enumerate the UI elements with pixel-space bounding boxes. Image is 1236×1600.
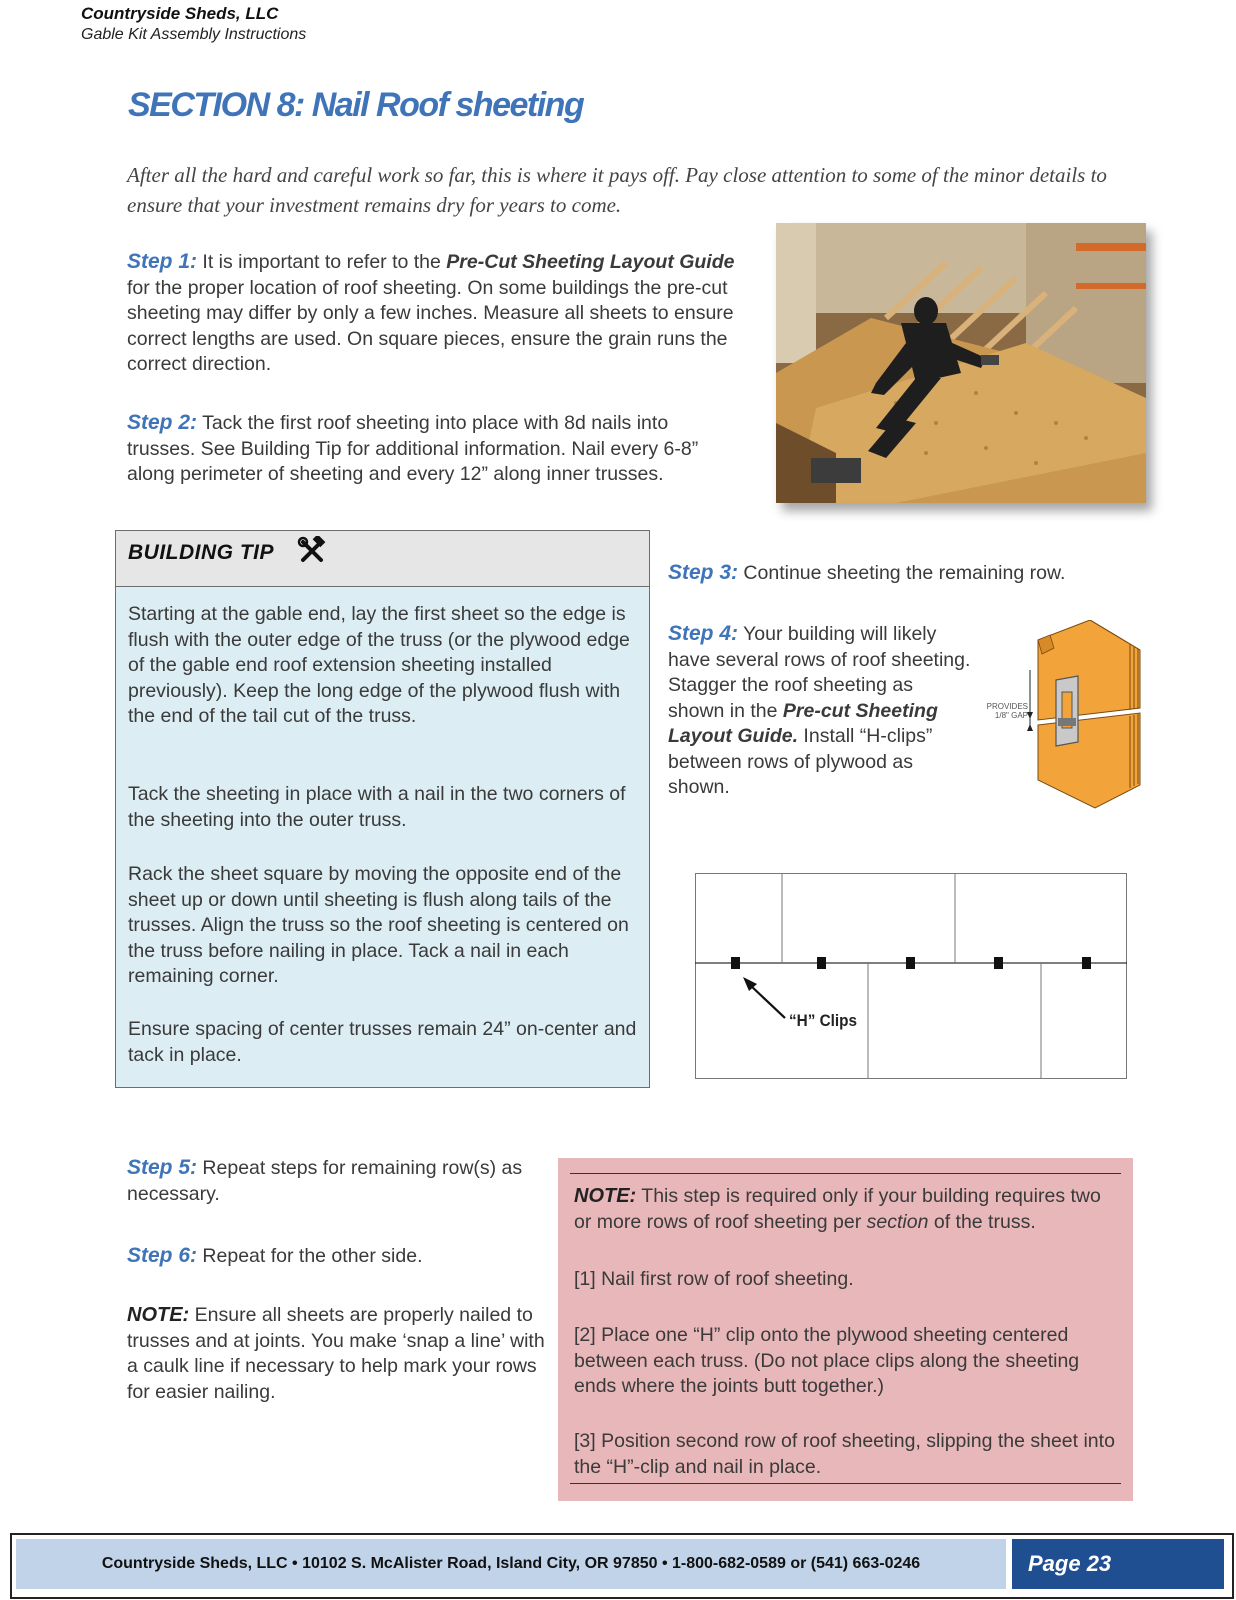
two-row-note-box bbox=[558, 1158, 1133, 1501]
step-4-text-b: Install “H-clips” between rows of plywood as shown. bbox=[668, 725, 933, 798]
step-5 bbox=[127, 1155, 547, 1207]
step-6 bbox=[127, 1243, 547, 1270]
note-box-item-2: [2] Place one “H” clip onto the plywood sheeting centered between each truss. (Do not place clips along the sheeting ends where the joints butt together.) bbox=[574, 1324, 1080, 1397]
note-box-top-rule bbox=[570, 1173, 1121, 1174]
note-box-text-b: of the truss. bbox=[928, 1210, 1036, 1233]
note-left bbox=[127, 1303, 547, 1405]
note-box-text-a: This step is required only if your building requires two or more rows of roof sheeting per bbox=[574, 1185, 1101, 1233]
step-1 bbox=[127, 249, 737, 378]
step-5-label: Step 5: bbox=[127, 1156, 198, 1179]
gap-label-line-1: PROVIDES bbox=[986, 702, 1028, 711]
building-tip-title: BUILDING TIP bbox=[128, 541, 274, 564]
step-3-label: Step 3: bbox=[668, 561, 739, 584]
building-tip-paragraph-3: Rack the sheet square by moving the opposite end of the sheet up or down until sheeting is flush along tails of the trusses. Align the truss so the roof sheeting is centered on the truss before nailing in place. Tack a nail in each remaining corner. bbox=[128, 863, 629, 987]
building-tip-paragraph-2: Tack the sheeting in place with a nail in the two corners of the sheeting into the outer truss. bbox=[128, 783, 626, 831]
step-4-text-a: Your building will likely have several rows of roof sheeting. Stagger the roof sheeting as shown in the bbox=[668, 623, 971, 722]
step-2-label: Step 2: bbox=[127, 411, 198, 434]
step-4 bbox=[668, 621, 973, 801]
note-box-item-1: [1] Nail first row of roof sheeting. bbox=[574, 1268, 854, 1290]
note-left-label: NOTE: bbox=[127, 1304, 190, 1326]
building-tip-header bbox=[116, 531, 649, 587]
gap-label bbox=[976, 702, 1028, 720]
step-4-label: Step 4: bbox=[668, 622, 739, 645]
note-box-bottom-rule bbox=[570, 1483, 1121, 1484]
page-number-box bbox=[1012, 1539, 1224, 1589]
footer-contact-bar bbox=[16, 1539, 1006, 1589]
document-subtitle: Gable Kit Assembly Instructions bbox=[81, 26, 307, 43]
step-2 bbox=[127, 410, 737, 488]
step-1-text-a: It is important to refer to the bbox=[197, 251, 447, 273]
step-1-text-b: for the proper location of roof sheeting. On some buildings the pre-cut sheeting may differ by only a few inches. Measure all sheets to ensure correct lengths are used. On square pieces, ensure the grain runs the correct direction. bbox=[127, 276, 734, 375]
footer bbox=[10, 1533, 1234, 1599]
note-box-emphasis: section bbox=[866, 1210, 929, 1233]
step-3 bbox=[668, 560, 1138, 587]
intro-paragraph: After all the hard and careful work so far, this is where it pays off. Pay close attention to some of the minor details to ensure that your investment remains dry for years to come. bbox=[127, 163, 1107, 217]
note-box-intro bbox=[574, 1184, 1122, 1235]
step-5-text: Repeat steps for remaining row(s) as necessary. bbox=[127, 1157, 523, 1205]
step-2-text: Tack the first roof sheeting into place with 8d nails into trusses. See Building Tip for additional information. Nail every 6-8” along perimeter of sheeting and every 12” along inner trusses. bbox=[127, 412, 699, 485]
h-clips-label: “H” Clips bbox=[789, 1011, 858, 1030]
roof-sheeting-photo bbox=[776, 223, 1146, 503]
step-3-text: Continue sheeting the remaining row. bbox=[738, 562, 1066, 584]
page-number: Page 23 bbox=[1028, 1551, 1112, 1576]
step-4-emphasis: Pre-cut Sheeting Layout Guide. bbox=[668, 699, 938, 747]
step-1-emphasis: Pre-Cut Sheeting Layout Guide bbox=[446, 251, 735, 273]
step-1-label: Step 1: bbox=[127, 250, 198, 273]
sheeting-layout-diagram bbox=[695, 873, 1127, 1079]
step-6-label: Step 6: bbox=[127, 1244, 198, 1267]
section-title: SECTION 8: Nail Roof sheeting bbox=[128, 86, 584, 124]
tools-icon bbox=[297, 536, 327, 571]
h-clip-illustration bbox=[986, 620, 1170, 820]
note-box-label: NOTE: bbox=[574, 1185, 637, 1207]
note-left-text: Ensure all sheets are properly nailed to trusses and at joints. You make ‘snap a line’ with a caulk line if necessary to help mark your rows for easier nailing. bbox=[127, 1304, 545, 1403]
gap-label-line-2: 1/8" GAP bbox=[994, 711, 1028, 720]
step-6-text: Repeat for the other side. bbox=[197, 1245, 423, 1267]
building-tip-box bbox=[115, 530, 650, 1088]
footer-contact: Countryside Sheds, LLC • 10102 S. McAlister Road, Island City, OR 97850 • 1-800-682-0589 or (541) 663-0246 bbox=[101, 1555, 921, 1572]
note-box-item-3: [3] Position second row of roof sheeting, slipping the sheet into the “H”-clip and nail in place. bbox=[574, 1430, 1115, 1478]
building-tip-paragraph-4: Ensure spacing of center trusses remain 24” on-center and tack in place. bbox=[128, 1018, 637, 1066]
company-name: Countryside Sheds, LLC bbox=[81, 4, 279, 23]
building-tip-paragraph-1: Starting at the gable end, lay the first sheet so the edge is flush with the outer edge of the truss (or the plywood edge of the gable end roof extension sheeting installed previously). Keep the long edge of the plywood flush with the end of the tail cut of the truss. bbox=[128, 603, 630, 727]
